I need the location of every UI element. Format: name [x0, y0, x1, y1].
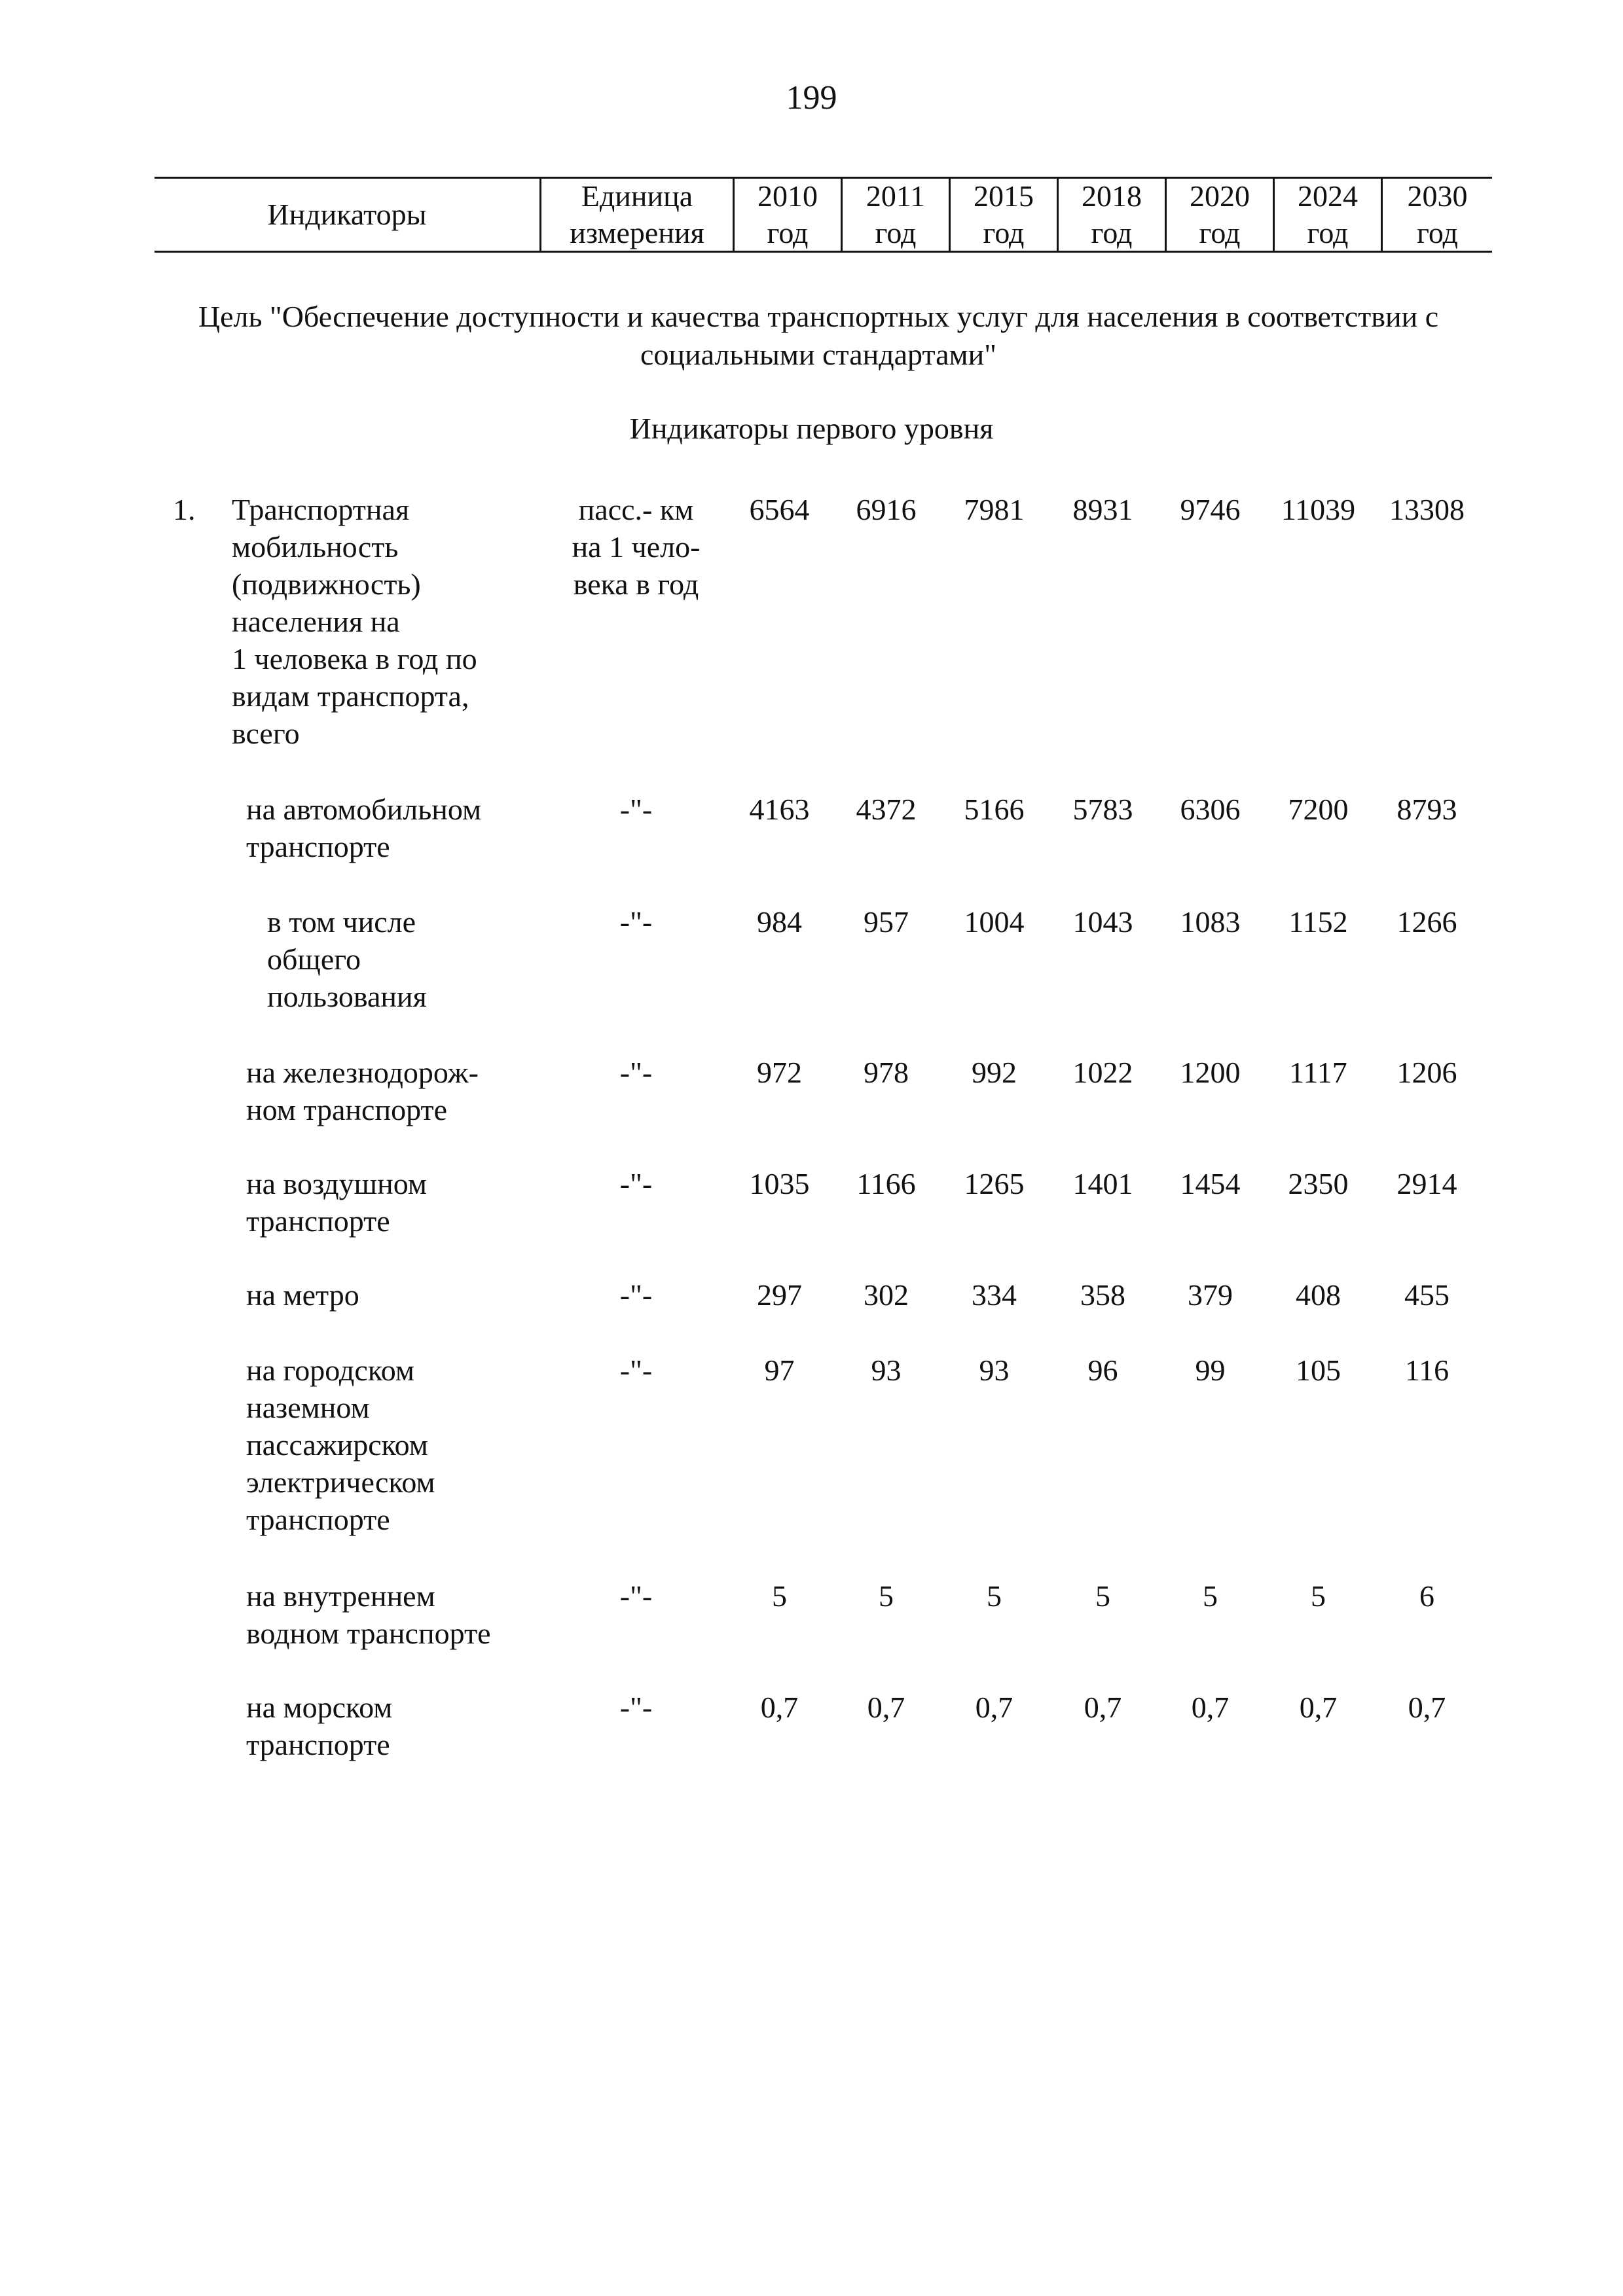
row-unit: -"- [619, 1278, 653, 1312]
row-value: 97 [764, 1354, 795, 1387]
row-value: 96 [1087, 1354, 1118, 1387]
header-year-2018 [1057, 179, 1165, 251]
header-year: 2010 [757, 179, 818, 213]
row-unit: -"- [619, 1167, 653, 1200]
row-value: 116 [1404, 1354, 1450, 1387]
row-unit: -"- [619, 1579, 653, 1613]
header-year-suffix: год [983, 216, 1025, 249]
row-value: 5 [1095, 1579, 1110, 1613]
row-value: 0,7 [760, 1691, 799, 1724]
row-indicator-name: на железнодорож- ном транспорте [246, 1056, 479, 1126]
row-value: 5 [879, 1579, 894, 1613]
row-value: 1043 [1072, 905, 1133, 939]
row-value: 7981 [964, 493, 1025, 526]
row-indicator-name: на городском наземном пассажирском электрическом транспорте [246, 1354, 435, 1536]
row-value: 1206 [1396, 1056, 1457, 1089]
row-value: 1152 [1288, 905, 1348, 939]
row-value: 1083 [1180, 905, 1241, 939]
header-year-suffix: год [1307, 216, 1349, 249]
table-header [155, 177, 1492, 253]
row-value: 93 [871, 1354, 902, 1387]
row-unit: -"- [619, 1056, 653, 1089]
row-value: 0,7 [1408, 1691, 1446, 1724]
row-value: 992 [972, 1056, 1017, 1089]
row-indicator-name: на автомобильном транспорте [246, 793, 482, 863]
header-year-suffix: год [1199, 216, 1241, 249]
row-unit: пасс.- км на 1 чело- века в год [572, 493, 701, 601]
row-value: 11039 [1281, 493, 1356, 526]
row-value: 0,7 [1299, 1691, 1338, 1724]
row-value: 6564 [749, 493, 810, 526]
row-value: 5 [772, 1579, 787, 1613]
header-year: 2020 [1190, 179, 1250, 213]
row-value: 6 [1419, 1579, 1434, 1613]
row-value: 0,7 [867, 1691, 905, 1724]
row-value: 0,7 [975, 1691, 1013, 1724]
header-year: 2011 [866, 179, 926, 213]
row-value: 297 [757, 1278, 802, 1312]
row-value: 2350 [1288, 1167, 1349, 1200]
header-year-2024 [1273, 179, 1381, 251]
row-value: 1117 [1289, 1056, 1347, 1089]
header-unit [539, 179, 733, 251]
row-value: 9746 [1180, 493, 1241, 526]
row-value: 1265 [964, 1167, 1025, 1200]
row-value: 408 [1296, 1278, 1341, 1312]
page-number: 199 [786, 79, 837, 117]
row-value: 13308 [1389, 493, 1465, 526]
row-value: 1266 [1396, 905, 1457, 939]
row-indicator-name: на метро [246, 1278, 359, 1312]
row-value: 334 [972, 1278, 1017, 1312]
row-value: 0,7 [1191, 1691, 1230, 1724]
row-unit: -"- [619, 1354, 653, 1387]
header-year-2010 [733, 179, 841, 251]
row-value: 5 [1311, 1579, 1326, 1613]
row-value: 0,7 [1084, 1691, 1122, 1724]
header-indicators [155, 179, 539, 251]
header-year-2015 [949, 179, 1057, 251]
header-unit-line2: измерения [570, 216, 704, 249]
row-value: 957 [864, 905, 909, 939]
row-value: 358 [1080, 1278, 1125, 1312]
row-value: 7200 [1288, 793, 1349, 826]
row-value: 1401 [1072, 1167, 1133, 1200]
row-unit: -"- [619, 793, 653, 826]
row-value: 6306 [1180, 793, 1241, 826]
row-value: 302 [864, 1278, 909, 1312]
row-value: 1035 [749, 1167, 810, 1200]
row-value: 6916 [856, 493, 917, 526]
row-unit: -"- [619, 905, 653, 939]
row-indicator-name: на внутреннем водном транспорте [246, 1579, 491, 1650]
row-value: 5783 [1072, 793, 1133, 826]
row-number: 1. [173, 493, 196, 526]
row-unit: -"- [619, 1691, 653, 1724]
row-value: 4372 [856, 793, 917, 826]
header-year-suffix: год [767, 216, 809, 249]
header-year-2030 [1381, 179, 1492, 251]
level-title: Индикаторы первого уровня [629, 412, 994, 445]
header-year: 2024 [1298, 179, 1358, 213]
row-value: 1454 [1180, 1167, 1241, 1200]
header-indicators-label: Индикаторы [267, 198, 427, 231]
row-value: 1022 [1072, 1056, 1133, 1089]
row-value: 8793 [1396, 793, 1457, 826]
header-year-suffix: год [1091, 216, 1133, 249]
header-year-suffix: год [1417, 216, 1458, 249]
row-value: 5166 [964, 793, 1025, 826]
header-unit-line1: Единица [581, 179, 693, 213]
row-value: 1200 [1180, 1056, 1241, 1089]
row-indicator-name: на морском транспорте [246, 1691, 393, 1761]
row-value: 455 [1404, 1278, 1450, 1312]
row-value: 1166 [856, 1167, 916, 1200]
header-year: 2015 [974, 179, 1034, 213]
header-year: 2018 [1082, 179, 1142, 213]
header-year-2020 [1165, 179, 1273, 251]
row-indicator-name: Транспортная мобильность (подвижность) населения на 1 человека в год по видам транспорта, всего [232, 493, 477, 750]
row-value: 972 [757, 1056, 802, 1089]
row-value: 1004 [964, 905, 1025, 939]
row-value: 379 [1188, 1278, 1233, 1312]
row-indicator-name: на воздушном транспорте [246, 1167, 427, 1238]
goal-title: Цель "Обеспечение доступности и качества транспортных услуг для населения в соответствии с социальными стандартами" [198, 300, 1439, 371]
row-value: 8931 [1072, 493, 1133, 526]
header-year: 2030 [1407, 179, 1468, 213]
header-year-2011 [841, 179, 949, 251]
row-value: 99 [1195, 1354, 1226, 1387]
row-value: 978 [864, 1056, 909, 1089]
row-value: 93 [979, 1354, 1010, 1387]
row-value: 105 [1296, 1354, 1341, 1387]
header-year-suffix: год [875, 216, 917, 249]
row-value: 984 [757, 905, 802, 939]
row-value: 5 [1203, 1579, 1218, 1613]
row-value: 2914 [1396, 1167, 1457, 1200]
row-value: 5 [987, 1579, 1002, 1613]
row-value: 4163 [749, 793, 810, 826]
row-indicator-name: в том числе общего пользования [267, 905, 427, 1013]
